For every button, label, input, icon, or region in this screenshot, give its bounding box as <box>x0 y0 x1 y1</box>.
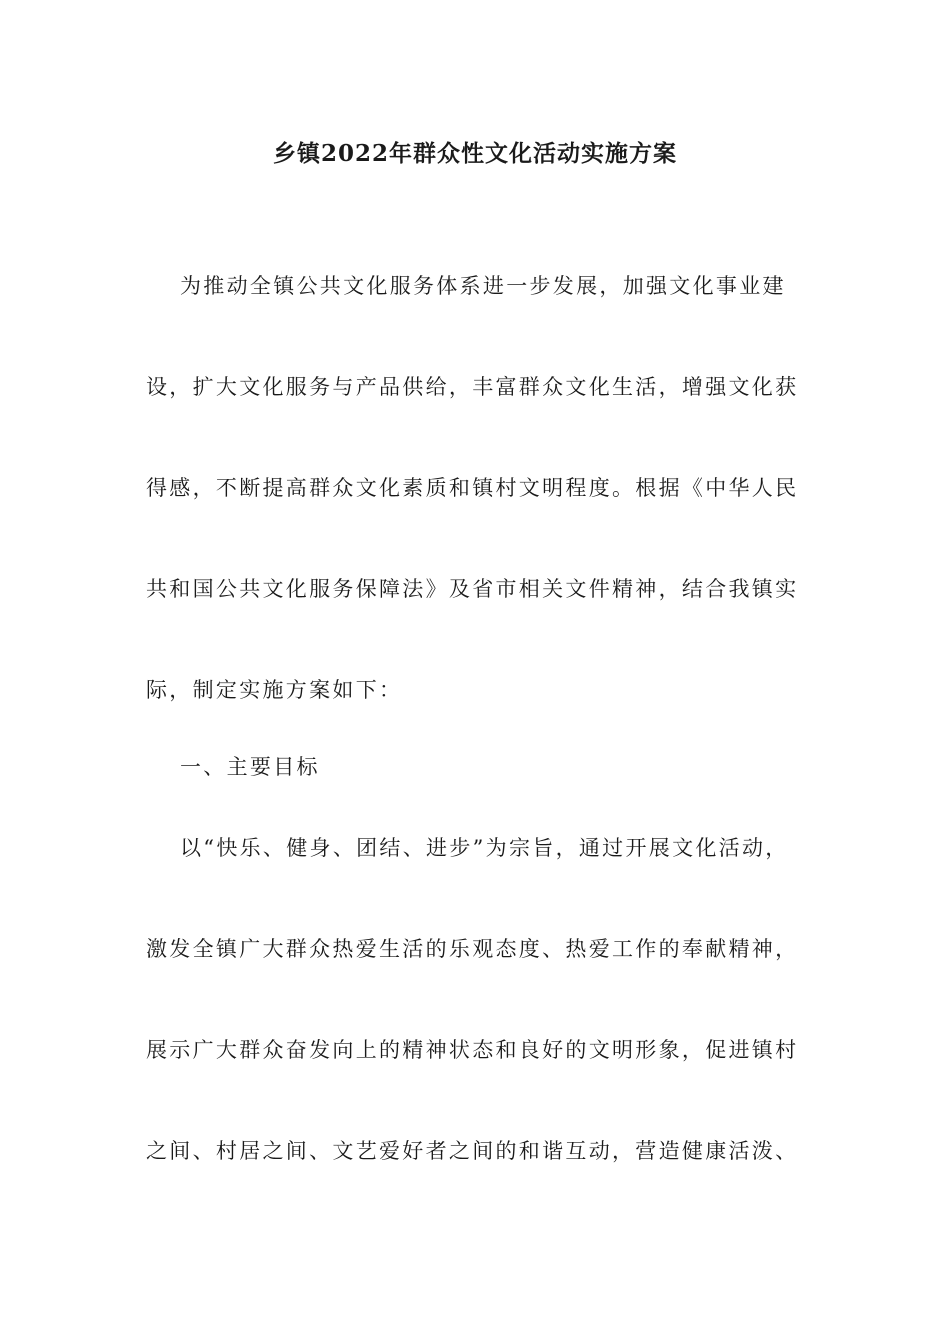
document-title: 乡镇2022年群众性文化活动实施方案 <box>272 140 677 167</box>
paragraph-line: 之间、村居之间、文艺爱好者之间的和谐互动，营造健康活泼、 <box>146 1139 799 1163</box>
paragraph-line: 激发全镇广大群众热爱生活的乐观态度、热爱工作的奉献精神， <box>146 937 799 961</box>
paragraph-line: 以“快乐、健身、团结、进步”为宗旨，通过开展文化活动， <box>180 836 789 860</box>
section-heading: 一、主要目标 <box>180 755 320 779</box>
paragraph-line: 为推动全镇公共文化服务体系进一步发展，加强文化事业建 <box>180 274 786 298</box>
paragraph-line: 设，扩大文化服务与产品供给，丰富群众文化生活，增强文化获 <box>146 375 799 399</box>
paragraph-line: 展示广大群众奋发向上的精神状态和良好的文明形象，促进镇村 <box>146 1038 799 1062</box>
paragraph-line: 际，制定实施方案如下： <box>146 678 403 702</box>
paragraph-line: 共和国公共文化服务保障法》及省市相关文件精神，结合我镇实 <box>146 577 799 601</box>
paragraph-line: 得感，不断提高群众文化素质和镇村文明程度。根据《中华人民 <box>146 476 799 500</box>
